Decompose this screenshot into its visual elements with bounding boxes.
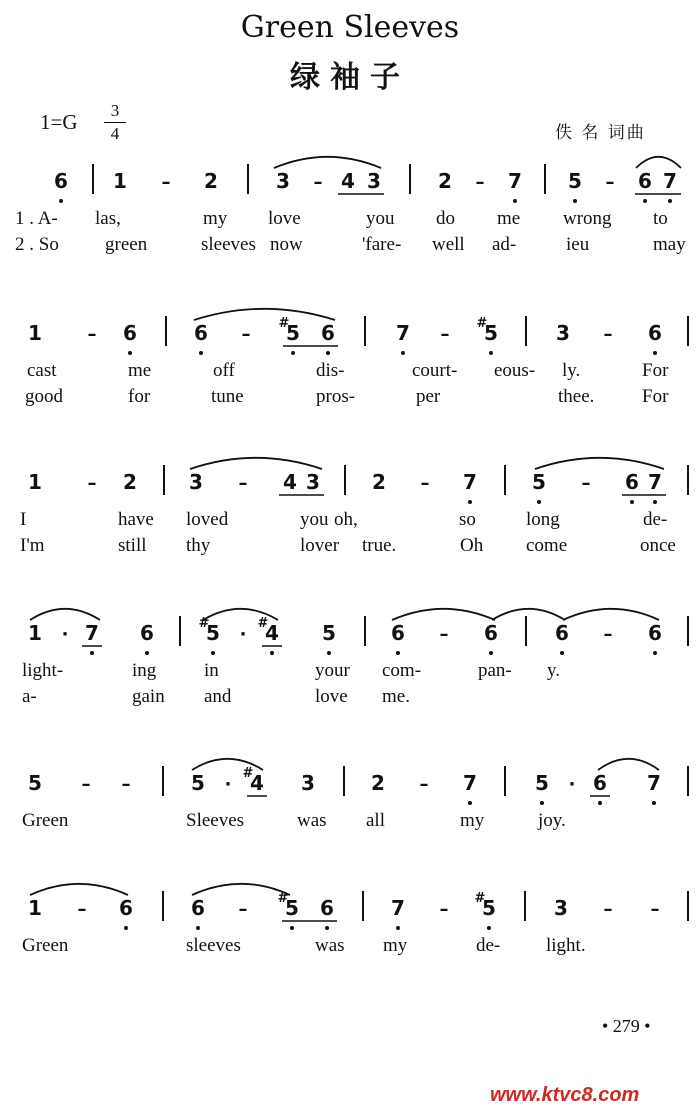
lyric-word: come	[526, 535, 568, 556]
lyric-word: Green	[22, 810, 69, 831]
dash-mark: –	[581, 473, 591, 494]
dot-mark: ·	[61, 624, 69, 645]
note: 1	[28, 896, 42, 920]
note: 4	[341, 169, 355, 193]
dash-mark: –	[420, 473, 430, 494]
lyric-word: de-	[643, 509, 668, 530]
note: 7	[663, 169, 677, 193]
lyric-word: light-	[22, 660, 64, 681]
note: 5	[191, 771, 205, 795]
lyric-word: eous-	[494, 360, 536, 381]
note: 3	[367, 169, 381, 193]
lower-octave-dot	[468, 801, 472, 805]
lower-octave-dot	[90, 651, 94, 655]
slur-arc	[190, 458, 322, 469]
dot-mark: ·	[568, 774, 576, 795]
lower-octave-dot	[487, 926, 491, 930]
composer-credit: 佚 名 词曲	[555, 123, 646, 143]
lyric-word: me	[128, 360, 152, 381]
lower-octave-dot	[573, 199, 577, 203]
slur-arc	[535, 458, 664, 469]
note: 5	[484, 321, 498, 345]
lyric-word: light.	[546, 935, 586, 956]
note: 6	[638, 169, 652, 193]
lyric-word: ing	[132, 660, 157, 681]
note: 5	[535, 771, 549, 795]
lyric-word: joy.	[538, 810, 566, 831]
note: 4	[250, 771, 264, 795]
lower-octave-dot	[513, 199, 517, 203]
note: 6	[194, 321, 208, 345]
note: 6	[321, 321, 335, 345]
lower-octave-dot	[145, 651, 149, 655]
lyric-word: my	[460, 810, 485, 831]
note: 5	[322, 621, 336, 645]
note: 1	[28, 321, 42, 345]
lower-octave-dot	[489, 351, 493, 355]
note: 7	[391, 896, 405, 920]
dash-mark: –	[161, 172, 171, 193]
note: 5	[285, 896, 299, 920]
slur-arc	[598, 759, 659, 770]
lower-octave-dot	[396, 926, 400, 930]
sharp-sign: #	[476, 316, 488, 331]
lyric-word: still	[118, 535, 147, 556]
note: 6	[484, 621, 498, 645]
note: 6	[119, 896, 133, 920]
note: 5	[206, 621, 220, 645]
lyric-word: Oh	[460, 535, 484, 556]
lyric-word: may	[653, 234, 686, 255]
dash-mark: –	[475, 172, 485, 193]
lower-octave-dot	[643, 199, 647, 203]
lyric-word: long	[526, 509, 560, 530]
note: 4	[283, 470, 297, 494]
lyric-word: com-	[382, 660, 422, 681]
song-title-english: Green Sleeves	[240, 10, 460, 45]
note: 7	[647, 771, 661, 795]
note: 2	[123, 470, 137, 494]
note: 1	[28, 621, 42, 645]
lower-octave-dot	[598, 801, 602, 805]
lower-octave-dot	[653, 351, 657, 355]
note: 6	[648, 321, 662, 345]
lyric-word: y.	[547, 660, 561, 681]
lyric-word: cast	[27, 360, 57, 381]
lyric-word: ieu	[566, 234, 590, 255]
lyric-word: 2 . So	[15, 234, 59, 255]
slur-arc	[392, 609, 495, 620]
sharp-sign: #	[277, 891, 289, 906]
note: 3	[301, 771, 315, 795]
note: 5	[568, 169, 582, 193]
lyric-word: lover	[300, 535, 340, 556]
lower-octave-dot	[489, 651, 493, 655]
dash-mark: –	[241, 324, 251, 345]
lower-octave-dot	[401, 351, 405, 355]
lyric-word: ad-	[492, 234, 517, 255]
note: 6	[593, 771, 607, 795]
lyric-word: love	[268, 208, 301, 229]
note: 5	[482, 896, 496, 920]
lyric-word: my	[203, 208, 228, 229]
lyric-word: do	[436, 208, 455, 229]
lyric-word: my	[383, 935, 408, 956]
note: 6	[648, 621, 662, 645]
note: 7	[463, 470, 477, 494]
slur-arc	[194, 309, 335, 320]
lyric-word: true.	[362, 535, 397, 556]
dash-mark: –	[238, 473, 248, 494]
note: 6	[391, 621, 405, 645]
note: 2	[372, 470, 386, 494]
lyric-word: your	[315, 660, 350, 681]
note: 5	[532, 470, 546, 494]
note: 6	[625, 470, 639, 494]
dash-mark: –	[440, 324, 450, 345]
lyric-word: thy	[186, 535, 211, 556]
slur-arc	[563, 609, 659, 620]
lyric-word: tune	[211, 386, 244, 407]
note: 7	[508, 169, 522, 193]
note: 4	[265, 621, 279, 645]
dash-mark: –	[238, 899, 248, 920]
lyric-word: pros-	[316, 386, 356, 407]
lyric-word: good	[25, 386, 63, 407]
note: 5	[28, 771, 42, 795]
note: 2	[204, 169, 218, 193]
lower-octave-dot	[199, 351, 203, 355]
lyric-word: pan-	[478, 660, 512, 681]
note: 6	[320, 896, 334, 920]
slur-arc	[30, 884, 128, 895]
lyric-word: have	[118, 509, 154, 530]
lyric-word: wrong	[563, 208, 612, 229]
lyric-word: I	[20, 509, 27, 530]
slur-arc	[636, 157, 681, 168]
lower-octave-dot	[325, 926, 329, 930]
lyric-word: and	[204, 686, 232, 707]
note: 3	[554, 896, 568, 920]
lyric-word: thee.	[558, 386, 595, 407]
dash-mark: –	[121, 774, 131, 795]
lower-octave-dot	[124, 926, 128, 930]
lower-octave-dot	[653, 651, 657, 655]
lower-octave-dot	[59, 199, 63, 203]
lower-octave-dot	[668, 199, 672, 203]
lyric-word: 'fare-	[362, 234, 402, 255]
lyric-word: you	[366, 208, 395, 229]
lyric-word: 1 . A-	[15, 208, 58, 229]
note: 5	[286, 321, 300, 345]
lyric-word: For	[642, 360, 669, 381]
lower-octave-dot	[270, 651, 274, 655]
lyric-word: me.	[382, 686, 410, 707]
dash-mark: –	[439, 899, 449, 920]
lower-octave-dot	[540, 801, 544, 805]
dot-mark: ·	[239, 624, 247, 645]
lyric-word: now	[270, 234, 303, 255]
note: 7	[463, 771, 477, 795]
note: 1	[113, 169, 127, 193]
lower-octave-dot	[326, 351, 330, 355]
page-number: • 279 •	[602, 1016, 651, 1036]
lyric-word: ly.	[562, 360, 581, 381]
lower-octave-dot	[652, 801, 656, 805]
note: 3	[276, 169, 290, 193]
dash-mark: –	[603, 324, 613, 345]
sharp-sign: #	[257, 616, 269, 631]
sharp-sign: #	[278, 316, 290, 331]
dash-mark: –	[87, 324, 97, 345]
lyric-word: sleeves	[201, 234, 256, 255]
sharp-sign: #	[198, 616, 210, 631]
dash-mark: –	[603, 624, 613, 645]
note: 7	[85, 621, 99, 645]
lower-octave-dot	[653, 500, 657, 504]
lyric-word: green	[105, 234, 148, 255]
lyric-word: court-	[412, 360, 458, 381]
note: 6	[123, 321, 137, 345]
lyric-word: to	[653, 208, 668, 229]
lower-octave-dot	[290, 926, 294, 930]
note: 6	[140, 621, 154, 645]
lyric-word: per	[416, 386, 441, 407]
note: 3	[189, 470, 203, 494]
lower-octave-dot	[396, 651, 400, 655]
note: 3	[556, 321, 570, 345]
note: 7	[396, 321, 410, 345]
lyric-word: love	[315, 686, 348, 707]
lyric-word: was	[297, 810, 327, 831]
lyric-word: so	[459, 509, 476, 530]
lyric-word: dis-	[316, 360, 345, 381]
dash-mark: –	[603, 899, 613, 920]
note: 2	[371, 771, 385, 795]
lyric-word: in	[204, 660, 219, 681]
dash-mark: –	[439, 624, 449, 645]
lyric-word: me	[497, 208, 521, 229]
slur-arc	[274, 157, 381, 168]
watermark: www.ktvc8.com	[490, 1084, 640, 1106]
lyric-word: I'm	[20, 535, 45, 556]
time-signature-bottom: 4	[110, 124, 120, 143]
dash-mark: –	[419, 774, 429, 795]
dash-mark: –	[650, 899, 660, 920]
note: 6	[555, 621, 569, 645]
lyric-word: sleeves	[186, 935, 241, 956]
lower-octave-dot	[537, 500, 541, 504]
note: 3	[306, 470, 320, 494]
slur-arc	[30, 609, 100, 620]
note: 1	[28, 470, 42, 494]
dot-mark: ·	[224, 774, 232, 795]
dash-mark: –	[87, 473, 97, 494]
lyric-word: you	[300, 509, 329, 530]
sharp-sign: #	[242, 766, 254, 781]
time-signature-top: 3	[110, 101, 120, 120]
lower-octave-dot	[327, 651, 331, 655]
lower-octave-dot	[630, 500, 634, 504]
lower-octave-dot	[128, 351, 132, 355]
dash-mark: –	[81, 774, 91, 795]
lyric-word: las,	[95, 208, 121, 229]
lyric-word: Green	[22, 935, 69, 956]
lyric-word: For	[642, 386, 669, 407]
lyric-word: for	[128, 386, 151, 407]
dash-mark: –	[313, 172, 323, 193]
note: 2	[438, 169, 452, 193]
lyric-word: all	[366, 810, 385, 831]
lyric-word: de-	[476, 935, 501, 956]
lyric-word: was	[315, 935, 345, 956]
lyric-word: off	[213, 360, 235, 381]
sharp-sign: #	[474, 891, 486, 906]
lower-octave-dot	[211, 651, 215, 655]
slur-arc	[192, 884, 290, 895]
note: 6	[54, 169, 68, 193]
lyric-word: Sleeves	[186, 810, 245, 831]
lyric-word: loved	[186, 509, 229, 530]
lower-octave-dot	[196, 926, 200, 930]
lyric-word: once	[640, 535, 676, 556]
dash-mark: –	[77, 899, 87, 920]
key-signature: 1=G	[40, 110, 78, 134]
lower-octave-dot	[468, 500, 472, 504]
lyric-word: a-	[22, 686, 37, 707]
note: 6	[191, 896, 205, 920]
lyric-word: well	[432, 234, 465, 255]
slur-arc	[492, 609, 565, 620]
lyric-word: oh,	[334, 509, 358, 530]
lower-octave-dot	[291, 351, 295, 355]
lower-octave-dot	[560, 651, 564, 655]
song-title-chinese: 绿袖子	[290, 60, 410, 95]
dash-mark: –	[605, 172, 615, 193]
lyric-word: gain	[132, 686, 165, 707]
note: 7	[648, 470, 662, 494]
